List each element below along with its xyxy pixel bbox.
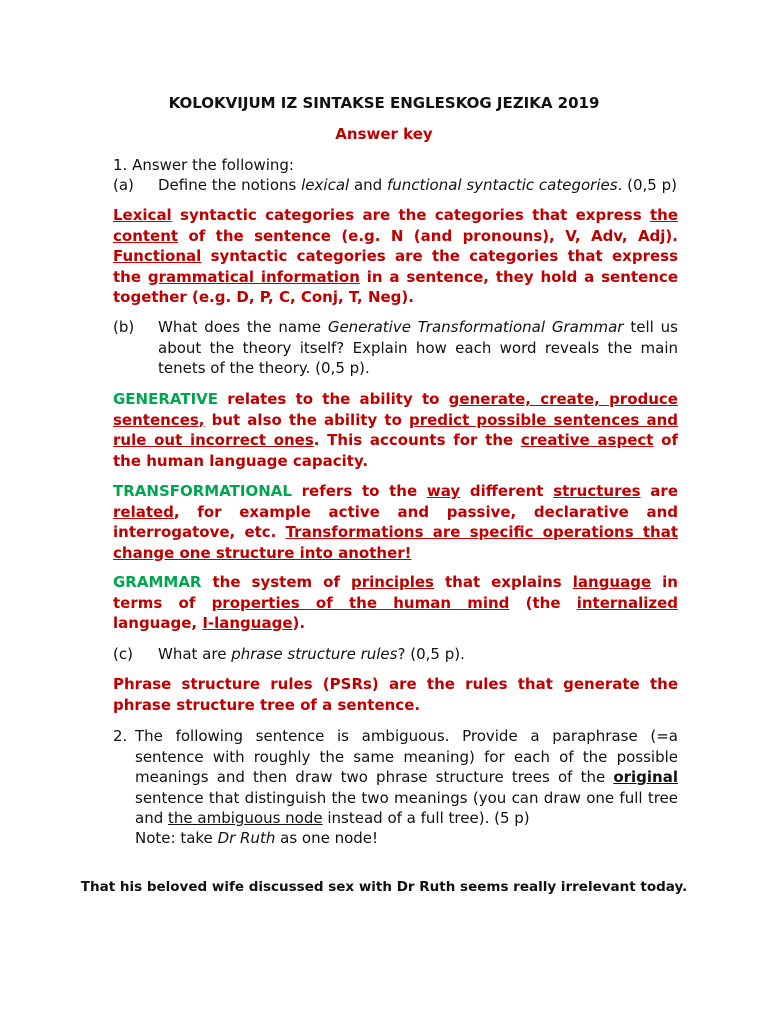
answer-1a: Lexical syntactic categories are the categories that express the content of the sentence (e.g. N (and pronouns), V, Adv, Adj). Functional syntactic categories are the categories that express the grammatical information in a sentence, they hold a sentence together (e.g. D, P, C, Conj, T, Neg).	[113, 206, 678, 306]
ambiguous-sentence: That his beloved wife discussed sex with Dr Ruth seems really irrelevant today.	[80, 879, 688, 895]
question-1b-label: (b)	[113, 318, 135, 336]
question-2-number: 2.	[113, 727, 128, 745]
question-2-note: Note: take Dr Ruth as one node!	[135, 829, 379, 847]
question-1a-text: Define the notions lexical and functional syntactic categories. (0,5 p)	[158, 176, 677, 194]
answer-transformational: TRANSFORMATIONAL refers to the way different structures are related, for example active and passive, declarative and interrogatove, etc. Transformations are specific operations that change one structure into another!	[113, 482, 679, 562]
page-subtitle: Answer key	[335, 125, 433, 143]
question-2-text: The following sentence is ambiguous. Provide a paraphrase (=a sentence with roughly the same meaning) for each of the possible meanings and then draw two phrase structure trees of the original sentence that distinguish the two meanings (you can draw one full tree and the ambiguous node instead of a full tree). (5 p)	[135, 727, 678, 827]
question-1c-text: What are phrase structure rules? (0,5 p).	[158, 645, 465, 663]
answer-grammar: GRAMMAR the system of principles that explains language in terms of properties of the human mind (the internalized language, I-language).	[113, 573, 679, 632]
question-1c-label: (c)	[113, 645, 133, 663]
answer-generative: GENERATIVE relates to the ability to generate, create, produce sentences, but also the ability to predict possible sentences and rule out incorrect ones. This accounts for the creative aspect of the human language capacity.	[113, 390, 678, 470]
page-title: KOLOKVIJUM IZ SINTAKSE ENGLESKOG JEZIKA 2019	[168, 94, 600, 112]
question-1-intro: 1. Answer the following:	[113, 156, 294, 174]
answer-1c: Phrase structure rules (PSRs) are the rules that generate the phrase structure tree of a sentence.	[113, 675, 678, 714]
question-1a-label: (a)	[113, 176, 134, 194]
question-1b-text: What does the name Generative Transformational Grammar tell us about the theory itself? Explain how each word reveals the main tenets of the theory. (0,5 p).	[158, 318, 678, 377]
